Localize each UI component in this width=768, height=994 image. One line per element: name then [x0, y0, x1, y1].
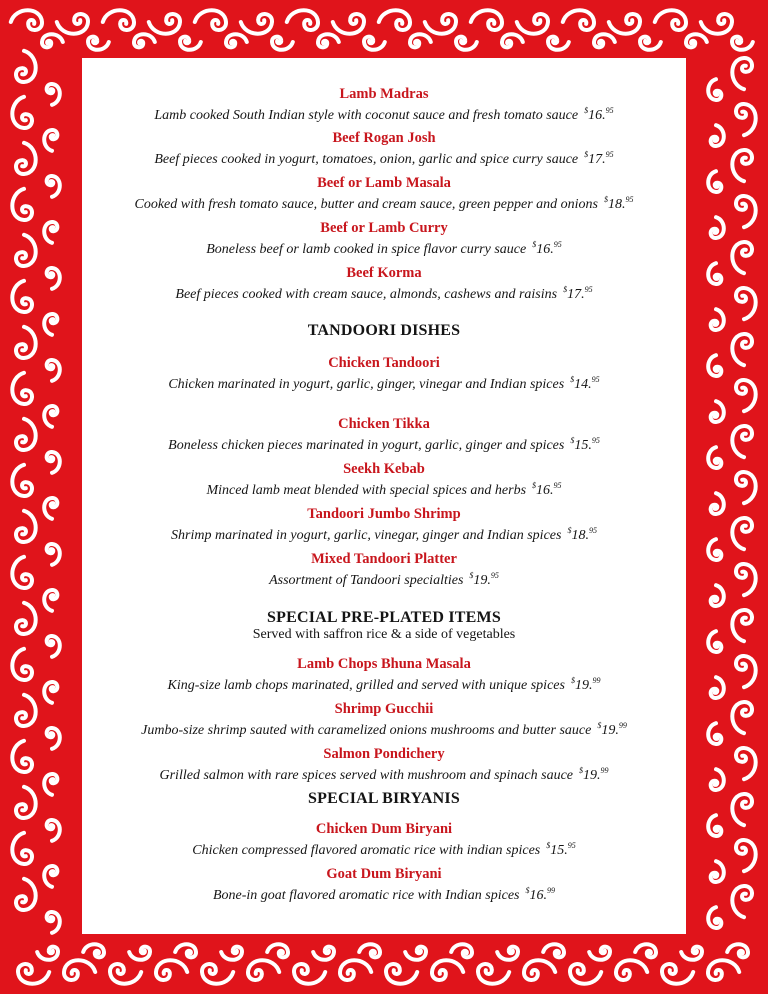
dish-description: Shrimp marinated in yogurt, garlic, vinegar, ginger and Indian spices $18.95: [171, 526, 597, 543]
section-subtitle: Served with saffron rice & a side of vegetables: [252, 627, 516, 642]
dish-description: Cooked with fresh tomato sauce, butter and cream sauce, green pepper and onions $18.95: [134, 195, 634, 212]
dish-price: $17.95: [563, 285, 593, 302]
dish-description: Minced lamb meat blended with special spices and herbs $16.95: [206, 481, 562, 498]
dish-price: $15.95: [570, 436, 600, 453]
dish-description: Boneless chicken pieces marinated in yogurt, garlic, ginger and spices $15.95: [168, 436, 600, 453]
dish-description: Beef pieces cooked with cream sauce, almonds, cashews and raisins $17.95: [175, 285, 593, 302]
dish-name: Seekh Kebab: [343, 461, 425, 477]
menu-item: [0, 220, 768, 258]
dish-description: Beef pieces cooked in yogurt, tomatoes, onion, garlic and spice curry sauce $17.95: [154, 150, 614, 167]
dish-price: $18.95: [603, 195, 634, 212]
dish-description: Boneless beef or lamb cooked in spice flavor curry sauce $16.95: [206, 240, 562, 257]
dish-price: $15.95: [546, 841, 576, 858]
menu-item: [0, 746, 768, 784]
dish-price: $16.95: [532, 240, 562, 257]
dish-name: Chicken Tikka: [338, 416, 430, 432]
dish-name: Chicken Dum Biryani: [315, 821, 453, 837]
dish-name: Chicken Tandoori: [328, 355, 440, 371]
dish-description: Chicken compressed flavored aromatic rice with indian spices $15.95: [192, 841, 576, 858]
dish-price: $16.95: [584, 106, 614, 123]
dish-name: Tandoori Jumbo Shrimp: [307, 506, 461, 522]
menu-item: [0, 130, 768, 168]
dish-price: $14.95: [570, 375, 600, 392]
dish-price: $17.95: [584, 150, 614, 167]
dish-price: $19.99: [597, 721, 627, 738]
menu-item: [0, 265, 768, 303]
dish-name: Beef or Lamb Curry: [320, 220, 448, 236]
menu-item: [0, 701, 768, 739]
dish-description: Assortment of Tandoori specialties $19.95: [269, 571, 499, 588]
section-preplated: [0, 609, 768, 643]
menu-item: [0, 656, 768, 694]
dish-description: Bone-in goat flavored aromatic rice with Indian spices $16.99: [212, 886, 556, 903]
menu-item: [0, 821, 768, 859]
dish-name: Lamb Chops Bhuna Masala: [297, 656, 471, 672]
dish-name: Mixed Tandoori Platter: [311, 551, 457, 567]
dish-description: Lamb cooked South Indian style with coconut sauce and fresh tomato sauce $16.95: [154, 106, 614, 123]
menu-item: [0, 506, 768, 544]
dish-description: Grilled salmon with rare spices served with mushroom and spinach sauce $19.99: [159, 766, 609, 783]
section-tandoori: [0, 322, 768, 340]
menu-item: [0, 551, 768, 589]
dish-price: $19.95: [469, 571, 499, 588]
section-title: TANDOORI DISHES: [307, 322, 461, 339]
dish-price: $18.95: [567, 526, 597, 543]
dish-name: Salmon Pondichery: [323, 746, 445, 762]
dish-price: $16.95: [532, 481, 562, 498]
dish-description: King-size lamb chops marinated, grilled and served with unique spices $19.99: [167, 676, 601, 693]
dish-name: Lamb Madras: [339, 86, 429, 102]
watermark: menupix: [534, 900, 625, 924]
menu-item: [0, 461, 768, 499]
menu-item: [0, 86, 768, 124]
dish-price: $16.99: [525, 886, 556, 903]
menu-item: [0, 355, 768, 393]
dish-price: $19.99: [570, 676, 601, 693]
dish-description: Jumbo-size shrimp sauted with caramelized onions mushrooms and butter sauce $19.99: [141, 721, 627, 738]
dish-name: Beef Korma: [346, 265, 422, 281]
section-title: SPECIAL PRE-PLATED ITEMS: [267, 609, 501, 626]
menu-item: [0, 866, 768, 904]
dish-price: $19.99: [579, 766, 609, 783]
dish-name: Shrimp Gucchii: [334, 701, 434, 717]
section-biryanis: [0, 790, 768, 808]
menu-item: [0, 175, 768, 213]
dish-description: Chicken marinated in yogurt, garlic, ginger, vinegar and Indian spices $14.95: [168, 375, 600, 392]
dish-name: Beef Rogan Josh: [332, 130, 436, 146]
dish-name: Beef or Lamb Masala: [317, 175, 451, 191]
section-title: SPECIAL BIRYANIS: [308, 790, 460, 807]
dish-name: Goat Dum Biryani: [326, 866, 442, 882]
menu-item: [0, 416, 768, 454]
